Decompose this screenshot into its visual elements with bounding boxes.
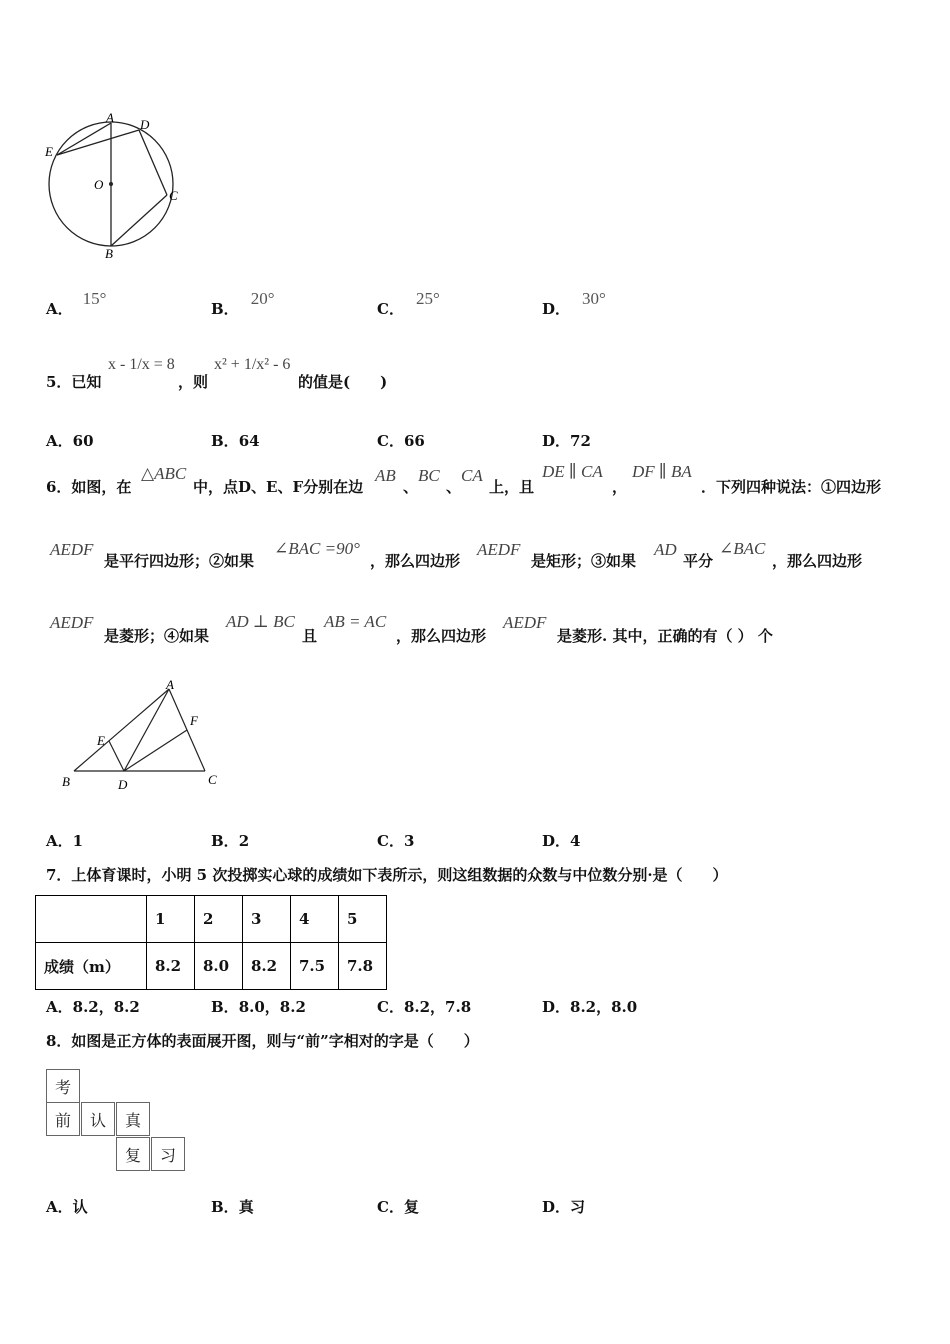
q6-option-b[interactable]: B．2 [211, 832, 250, 850]
label-A: A [106, 110, 114, 125]
q6-side-ca: CA [461, 466, 483, 485]
q7-option-a[interactable]: A．8.2，8.2 [46, 998, 140, 1016]
label-A: A [166, 678, 174, 692]
cube-net [44, 1067, 188, 1173]
table-cell: 1 [147, 896, 195, 943]
q6-text-2c: 是矩形；③如果 [531, 552, 637, 570]
q6-option-a[interactable]: A．1 [46, 832, 84, 850]
q6-text-1d: ．下列四种说法：①四边形 [701, 478, 882, 496]
segment-AD [124, 689, 169, 771]
q6-segment-ad: AD [654, 540, 677, 559]
q6-text-3d: 是菱形. 其中，正确的有（ ） 个 [557, 627, 773, 645]
segment-DC [139, 130, 167, 195]
q6-text-3b: 且 [302, 627, 318, 645]
segment-BA [74, 689, 169, 771]
table-cell: 8.2 [243, 943, 291, 990]
q6-angle-bac: ∠BAC [719, 539, 766, 558]
table-cell: 8.0 [195, 943, 243, 990]
label-C: C [169, 188, 178, 203]
q6-quad-1: AEDF [50, 540, 94, 559]
table-cell: 2 [195, 896, 243, 943]
q6-sep-1: 、 [403, 478, 419, 496]
table-header-row [36, 896, 387, 943]
table-cell [36, 896, 147, 943]
q6-side-bc: BC [418, 466, 440, 485]
net-cell: 习 [151, 1137, 185, 1171]
q5-condition: x - 1/x = 8 [108, 356, 175, 373]
q6-text-2e: ，那么四边形 [772, 552, 863, 570]
q4-option-d[interactable]: D．30° [542, 289, 606, 318]
q6-quad-3: AEDF [50, 613, 94, 632]
label-E: E [45, 144, 53, 159]
q6-comma: ， [612, 478, 628, 496]
circle-figure [40, 108, 190, 263]
label-B: B [105, 246, 113, 261]
q8-option-c[interactable]: C．复 [377, 1198, 419, 1216]
q8-option-a[interactable]: A．认 [46, 1198, 88, 1216]
center-point [109, 182, 113, 186]
net-cell: 认 [81, 1102, 115, 1136]
q6-text-3a: 是菱形；④如果 [104, 627, 210, 645]
q6-option-c[interactable]: C．3 [377, 832, 415, 850]
segment-ED [57, 130, 139, 155]
net-cell: 前 [46, 1102, 80, 1136]
label-D: D [140, 117, 150, 132]
net-cell: 复 [116, 1137, 150, 1171]
label-E: E [97, 733, 105, 748]
q4-option-c[interactable]: C．25° [377, 289, 440, 318]
label-O: O [94, 177, 104, 192]
q6-equal-sides: AB = AC [324, 612, 387, 631]
q4-option-b[interactable]: B．20° [211, 289, 275, 318]
q6-triangle: △ABC [141, 464, 187, 483]
q5-option-a[interactable]: A．60 [46, 432, 94, 450]
q5-expression: x² + 1/x² - 6 [214, 356, 291, 373]
table-cell: 成绩（m） [36, 943, 147, 990]
label-F: F [190, 713, 198, 728]
q7-option-c[interactable]: C．8.2，7.8 [377, 998, 472, 1016]
segment-DE [109, 741, 124, 771]
net-cell: 考 [46, 1069, 80, 1103]
q6-text-1a: 6．如图，在 [46, 478, 132, 496]
q6-side-ab: AB [375, 466, 396, 485]
q5-mid: ，则 [178, 373, 209, 391]
q7-option-d[interactable]: D．8.2，8.0 [542, 998, 638, 1016]
table-cell: 7.8 [339, 943, 387, 990]
q5-suffix: 的值是( ) [298, 373, 388, 391]
q6-quad-4: AEDF [503, 613, 547, 632]
q6-text-2a: 是平行四边形；②如果 [104, 552, 255, 570]
table-row [36, 943, 387, 990]
segment-CB [111, 195, 167, 246]
q8-option-d[interactable]: D．习 [542, 1198, 586, 1216]
table-cell: 8.2 [147, 943, 195, 990]
q8-question: 8．如图是正方体的表面展开图，则与“前”字相对的字是（ ） [46, 1032, 479, 1050]
q6-quad-2: AEDF [477, 540, 521, 559]
triangle-figure [58, 678, 228, 796]
q5-prefix: 5．已知 [46, 373, 102, 391]
segment-DF [124, 730, 187, 771]
label-C: C [208, 772, 217, 787]
q6-sep-2: 、 [446, 478, 462, 496]
q6-perpendicular: AD ⊥ BC [226, 612, 295, 631]
q5-option-c[interactable]: C．66 [377, 432, 425, 450]
table-cell: 3 [243, 896, 291, 943]
q6-text-3c: ，那么四边形 [396, 627, 487, 645]
q5-option-b[interactable]: B．64 [211, 432, 260, 450]
q6-angle-90: ∠BAC =90° [274, 539, 360, 558]
q7-option-b[interactable]: B．8.0，8.2 [211, 998, 306, 1016]
q6-option-d[interactable]: D．4 [542, 832, 581, 850]
q6-text-1c: 上，且 [489, 478, 535, 496]
q6-parallel-2: DF ∥ BA [632, 462, 692, 481]
q6-text-2b: ，那么四边形 [370, 552, 461, 570]
q7-question: 7．上体育课时，小明 5 次投掷实心球的成绩如下表所示，则这组数据的众数与中位数分别·是（ ） [46, 866, 728, 884]
net-cell: 真 [116, 1102, 150, 1136]
label-B: B [62, 774, 70, 789]
q6-parallel-1: DE ∥ CA [542, 462, 603, 481]
scores-table [35, 895, 387, 990]
table-cell: 7.5 [291, 943, 339, 990]
table-cell: 5 [339, 896, 387, 943]
q8-option-b[interactable]: B．真 [211, 1198, 254, 1216]
q4-option-a[interactable]: A．15° [46, 289, 107, 318]
q6-text-1b: 中，点D、E、F分别在边 [193, 478, 364, 496]
table-cell: 4 [291, 896, 339, 943]
q6-text-2d: 平分 [683, 552, 714, 570]
label-D: D [118, 777, 128, 792]
q5-option-d[interactable]: D．72 [542, 432, 591, 450]
